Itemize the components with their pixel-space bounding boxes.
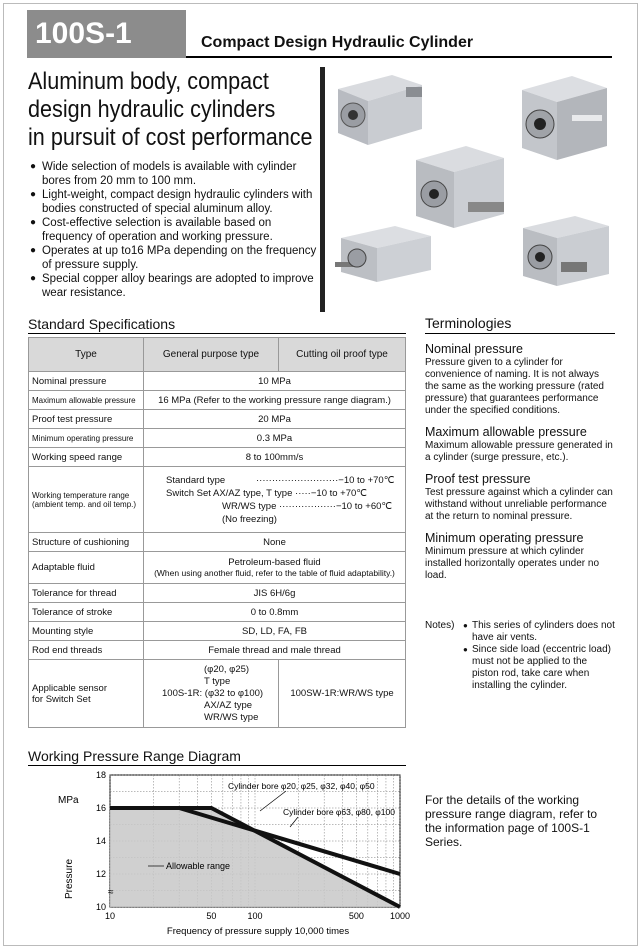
spec-title-rule	[28, 333, 406, 334]
model-badge: 100S-1	[27, 10, 186, 58]
temp-label: Working temperature range	[32, 490, 130, 500]
y-axis-label: Pressure	[64, 858, 75, 900]
term-text: Pressure given to a cylinder for convenience of naming. It is not always the same as the working pressure (rated pressure) that guarantees performance under the specified conditions.	[425, 357, 604, 416]
temp-line	[166, 500, 402, 513]
notes-label: Notes)	[425, 620, 455, 631]
sensor-type: AX/AZ type	[204, 699, 253, 711]
row-value: Female thread and male thread	[144, 641, 406, 660]
y-tick-label: 12	[95, 869, 106, 879]
row-value: 8 to 100mm/s	[144, 448, 406, 467]
temp-label-note: (ambient temp. and oil temp.)	[32, 499, 137, 509]
sensor-type: WR/WS type	[204, 711, 259, 723]
sensor-bore: (φ20, φ25)	[204, 663, 250, 675]
row-label	[29, 467, 144, 533]
term-title: Maximum allowable pressure	[425, 425, 587, 439]
table-row	[29, 429, 406, 448]
feature-list	[30, 160, 320, 300]
temp-line	[166, 474, 402, 487]
row-label: Maximum allowable pressure	[29, 391, 144, 410]
temp-range: −10 to +60℃	[335, 500, 393, 512]
temp-range: −10 to +70℃	[338, 474, 395, 486]
row-label: Mounting style	[29, 622, 144, 641]
row-label	[29, 660, 144, 728]
terms-title-rule	[425, 333, 615, 334]
headline-line: design hydraulic cylinders	[28, 96, 276, 123]
sensor-type: T type	[204, 675, 231, 687]
series-label: Cylinder bore φ20, φ25, φ32, φ40, φ50	[228, 781, 375, 791]
x-tick-label: 10	[104, 911, 116, 921]
temp-line	[166, 487, 402, 500]
x-axis-label: Frequency of pressure supply 10,000 times	[166, 926, 350, 937]
col-type: Type	[29, 338, 144, 372]
diagram-title-rule	[28, 765, 406, 766]
row-label: Structure of cushioning	[29, 533, 144, 552]
row-label: Minimum operating pressure	[29, 429, 144, 448]
row-value	[144, 552, 406, 584]
axis-break-icon: ≈	[108, 887, 114, 898]
sensor-bore: (φ32 to φ100)	[204, 687, 264, 699]
headline-line: Aluminum body, compact	[28, 68, 269, 95]
cylinder-photo-4	[335, 222, 435, 287]
y-tick-label: 10	[95, 902, 106, 912]
x-tick-label: 1000	[389, 911, 411, 921]
temp-note: (No freezing)	[222, 513, 277, 525]
spec-table	[28, 337, 406, 728]
term-text: Minimum pressure at which cylinder installed horizontally operates under no load.	[425, 546, 599, 581]
cylinder-photo-1	[330, 67, 425, 147]
term-title: Proof test pressure	[425, 472, 531, 486]
row-label: Adaptable fluid	[29, 552, 144, 584]
terms-list	[425, 342, 615, 590]
y-tick-label: 16	[95, 803, 106, 813]
row-label: Working speed range	[29, 448, 144, 467]
row-value: 16 MPa (Refer to the working pressure range diagram.)	[144, 391, 406, 410]
row-value: 0 to 0.8mm	[144, 603, 406, 622]
page-title: Compact Design Hydraulic Cylinder	[201, 34, 474, 51]
feature-item: ● Light-weight, compact design hydraulic cylinders with bodies constructed of special aluminum alloy.	[30, 188, 320, 216]
row-value: 10 MPa	[144, 372, 406, 391]
table-row	[29, 622, 406, 641]
table-row	[29, 533, 406, 552]
sensor-label: Applicable sensor	[32, 682, 107, 694]
y-tick-label: 14	[95, 836, 106, 846]
term-title: Minimum operating pressure	[425, 531, 584, 545]
temp-dots: ·····	[295, 487, 311, 499]
pressure-range-chart	[28, 767, 411, 952]
table-row	[29, 467, 406, 533]
row-label: Rod end threads	[29, 641, 144, 660]
table-row	[29, 584, 406, 603]
feature-item: ● Special copper alloy bearings are adopted to improve wear resistance.	[30, 272, 320, 300]
table-row	[29, 410, 406, 429]
table-row	[29, 641, 406, 660]
cylinder-photo-5	[513, 212, 613, 292]
feature-item: ● Cost-effective selection is available based on frequency of operation and working pressure.	[30, 216, 320, 244]
series-label: Cylinder bore φ63, φ80, φ100	[283, 807, 395, 817]
row-value: SD, LD, FA, FB	[144, 622, 406, 641]
table-row	[29, 660, 406, 728]
terms-title: Terminologies	[425, 315, 512, 331]
row-value: JIS 6H/6g	[144, 584, 406, 603]
photo-divider	[320, 67, 325, 312]
col-cutting: Cutting oil proof type	[279, 338, 406, 372]
diagram-note: For the details of the working pressure range diagram, refer to the information page of 100S-1 Series.	[425, 793, 598, 849]
note-item: ● This series of cylinders does not have air vents.	[463, 620, 615, 644]
temp-type: WR/WS type	[222, 500, 277, 512]
sensor-cutting: 100SW-1R:WR/WS type	[279, 660, 406, 728]
temp-dots: ··················	[279, 500, 336, 512]
row-label: Tolerance for thread	[29, 584, 144, 603]
term-title: Nominal pressure	[425, 342, 523, 356]
region-label: Allowable range	[166, 861, 231, 871]
y-tick-label: 18	[95, 770, 106, 780]
fluid-note: (When using another fluid, refer to the table of fluid adaptability.)	[154, 568, 395, 578]
table-row	[29, 391, 406, 410]
col-general: General purpose type	[144, 338, 279, 372]
temp-type: Switch Set AX/AZ type, T type	[166, 487, 293, 499]
temp-type: Standard type	[166, 474, 226, 486]
notes	[425, 620, 615, 692]
table-row	[29, 372, 406, 391]
headline-line: in pursuit of cost performance	[28, 124, 313, 151]
term-text: Maximum allowable pressure generated in a cylinder (surge pressure, etc.).	[425, 440, 613, 463]
cylinder-photo-2	[512, 70, 612, 165]
x-tick-label: 100	[247, 911, 263, 921]
diagram-title: Working Pressure Range Diagram	[28, 748, 241, 764]
row-label: Proof test pressure	[29, 410, 144, 429]
sensor-general	[144, 660, 279, 728]
spec-title: Standard Specifications	[28, 316, 176, 332]
feature-item: ● Operates at up to16 MPa depending on the frequency of pressure supply.	[30, 244, 320, 272]
table-row	[29, 448, 406, 467]
sensor-label-sub: for Switch Set	[32, 693, 91, 705]
temp-dots: ··························	[256, 474, 339, 486]
x-tick-label: 500	[348, 911, 364, 921]
sensor-model: 100S-1R:	[162, 687, 203, 699]
y-unit: MPa	[58, 795, 79, 806]
cylinder-photo-3	[408, 142, 508, 234]
feature-item: ● Wide selection of models is available with cylinder bores from 20 mm to 100 mm.	[30, 160, 320, 188]
fluid-value: Petroleum-based fluid	[228, 557, 321, 568]
temp-range: −10 to +70℃	[310, 487, 367, 499]
row-value: None	[144, 533, 406, 552]
table-header-row	[29, 338, 406, 372]
sensor-line	[162, 688, 275, 700]
x-tick-label: 50	[206, 911, 217, 921]
row-value: 20 MPa	[144, 410, 406, 429]
note-item: ● Since side load (eccentric load) must not be applied to the piston rod, take care when installing the cylinder.	[463, 644, 615, 692]
row-label: Nominal pressure	[29, 372, 144, 391]
row-value	[144, 467, 406, 533]
term-text: Test pressure against which a cylinder can withstand without unreliable performance at the return to nominal pressure.	[425, 487, 613, 522]
headline	[28, 68, 316, 152]
row-label: Tolerance of stroke	[29, 603, 144, 622]
table-row	[29, 552, 406, 584]
row-value: 0.3 MPa	[144, 429, 406, 448]
header-rule	[186, 56, 612, 58]
table-row	[29, 603, 406, 622]
